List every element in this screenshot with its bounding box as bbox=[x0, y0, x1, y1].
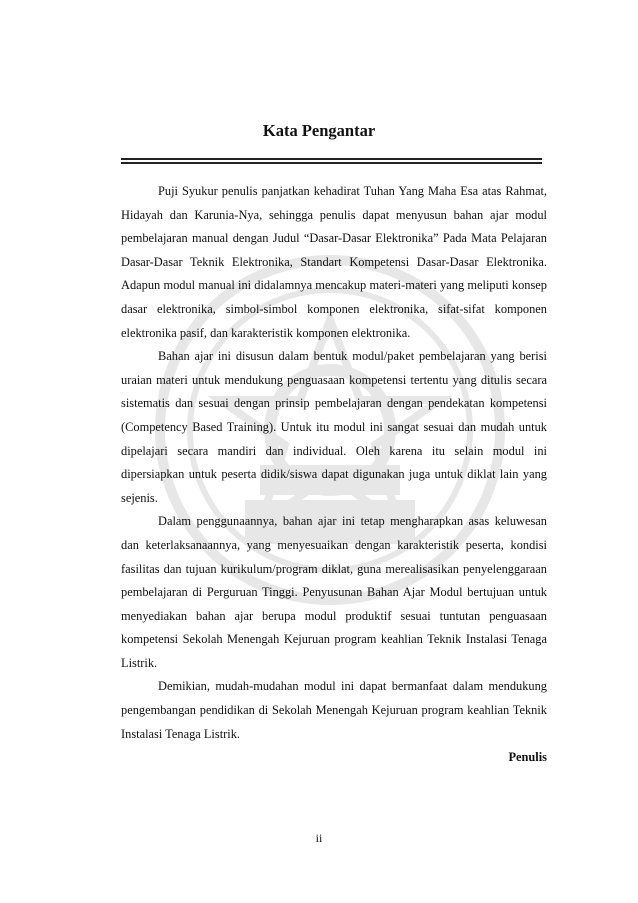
paragraph-4: Demikian, mudah-mudahan modul ini dapat bermanfaat dalam mendukung pengembangan pendidikan di Sekolah Menengah Kejuruan program keahlian Teknik Instalasi Tenaga Listrik. bbox=[121, 679, 547, 741]
page-title: Kata Pengantar bbox=[262, 121, 376, 140]
paragraph-3: Dalam penggunaannya, bahan ajar ini tetap mengharapkan asas keluwesan dan keterlaksanaannya, yang menyesuaikan dengan karakteristik peserta, kondisi fasilitas dan tujuan kurikulum/program diklat, guna merealisasikan penyelenggaraan pembelajaran di Perguruan Tinggi. Penyusunan Bahan Ajar Modul bertujuan untuk menyediakan bahan ajar berupa modul produktif sesuai tuntutan penguasaan kompetensi Sekolah Menengah Kejuruan program keahlian Teknik Instalasi Tenaga Listrik. bbox=[121, 514, 547, 670]
page-number: ii bbox=[315, 831, 323, 845]
body-text bbox=[121, 180, 547, 770]
title-rule-top bbox=[121, 158, 542, 160]
title-rule-bottom bbox=[121, 162, 542, 164]
paragraph-2: Bahan ajar ini disusun dalam bentuk modul/paket pembelajaran yang berisi uraian materi untuk mendukung penguasaan kompetensi tertentu yang ditulis secara sistematis dan sesuai dengan prinsip pembelajaran dengan pendekatan kompetensi (Competency Based Training). Untuk itu modul ini sangat sesuai dan mudah untuk dipelajari secara mandiri dan individual. Oleh karena itu selain modul ini dipersiapkan untuk peserta didik/siswa dapat digunakan juga untuk diklat lain yang sejenis. bbox=[121, 349, 547, 505]
paragraph-1: Puji Syukur penulis panjatkan kehadirat Tuhan Yang Maha Esa atas Rahmat, Hidayah dan Karunia-Nya, sehingga penulis dapat menyusun bahan ajar modul pembelajaran manual dengan Judul “Dasar-Dasar Elektronika” Pada Mata Pelajaran Dasar-Dasar Teknik Elektronika, Standart Kompetensi Dasar-Dasar Elektronika. Adapun modul manual ini didalamnya mencakup materi-materi yang meliputi konsep dasar elektronika, simbol-simbol komponen elektronika, sifat-sifat komponen elektronika pasif, dan karakteristik komponen elektronika. bbox=[121, 184, 547, 340]
author-signature: Penulis bbox=[508, 750, 547, 765]
